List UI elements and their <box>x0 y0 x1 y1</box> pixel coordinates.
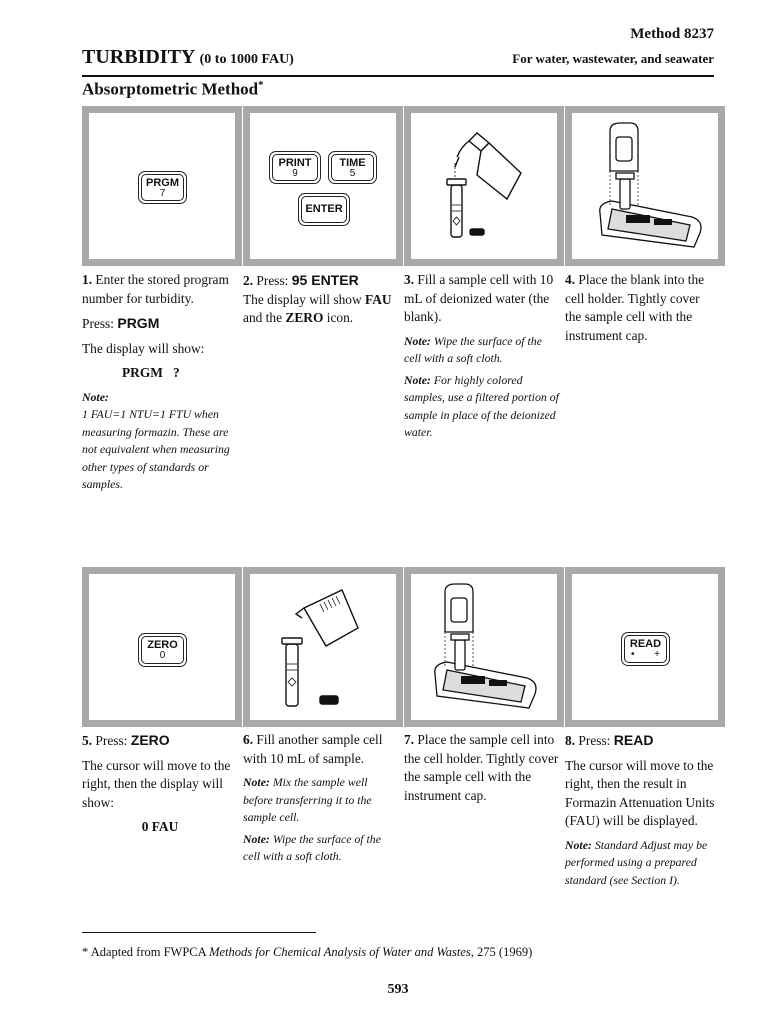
step-2-word-zero: ZERO <box>285 310 324 325</box>
step-7 <box>404 731 560 811</box>
header-rule <box>82 75 714 77</box>
time-key <box>328 151 377 184</box>
step-6-number: 6. <box>243 732 254 747</box>
step-3-note1-label: Note: <box>404 333 431 348</box>
step-8-number: 8. <box>565 733 576 748</box>
step-1-number: 1. <box>82 272 93 287</box>
step-5-number: 5. <box>82 733 93 748</box>
method-name-text: Absorptometric Method <box>82 79 259 99</box>
time-key-label: TIME <box>339 157 366 169</box>
enter-key <box>298 193 350 226</box>
applicability-text: For water, wastewater, and seawater <box>512 51 714 66</box>
step-1-press-key: PRGM <box>117 315 160 331</box>
step-5-press-label: Press: <box>95 733 128 748</box>
wash-bottle-illustration <box>411 113 557 259</box>
figure-step-3 <box>404 106 564 266</box>
step-5-text: The cursor will move to the right, then the display will show: <box>82 757 231 810</box>
step-1-note-label: Note: <box>82 389 109 404</box>
step-2-press-label: Press: <box>256 273 289 288</box>
read-key-sub-left: • <box>631 649 635 660</box>
title-range: (0 to 1000 FAU) <box>199 52 294 67</box>
step-2-text-c: icon. <box>326 310 354 325</box>
method-number: Method 8237 <box>630 26 714 42</box>
figure-step-8 <box>565 567 725 727</box>
step-3-note1-text: Wipe the surface of the cell with a soft cloth. <box>404 333 542 365</box>
step-4-number: 4. <box>565 272 576 287</box>
method-name-mark: * <box>258 79 264 91</box>
prgm-key-label: PRGM <box>146 177 179 189</box>
step-6 <box>243 731 399 866</box>
step-1-display-intro: The display will show: <box>82 340 205 356</box>
step-3-number: 3. <box>404 272 415 287</box>
instrument-illustration-2 <box>411 574 557 720</box>
footnote-title: Methods for Chemical Analysis of Water and Wastes <box>209 945 471 959</box>
step-1-display-value: PRGM ? <box>122 365 180 380</box>
zero-key-sub: 0 <box>159 650 166 661</box>
step-3-note2-label: Note: <box>404 372 431 387</box>
step-6-note1-text: Mix the sample well before transferring it to the sample cell. <box>243 775 372 824</box>
title-text: TURBIDITY <box>82 46 195 68</box>
figure-step-4 <box>565 106 725 266</box>
step-1-note-text: 1 FAU=1 NTU=1 FTU when measuring formazin. These are not equivalent when measuring other types of standards or samples. <box>82 407 230 491</box>
footnote-rule <box>82 932 316 933</box>
instrument-illustration-1 <box>572 113 718 259</box>
read-key <box>621 632 670 666</box>
print-key-label: PRINT <box>278 157 312 169</box>
step-6-note2-text: Wipe the surface of the cell with a soft cloth. <box>243 831 381 863</box>
step-3 <box>404 271 560 442</box>
step-2-press-key: 95 ENTER <box>291 272 359 288</box>
step-8 <box>565 731 717 889</box>
step-4 <box>565 271 717 351</box>
step-1-press-label: Press: <box>82 316 114 331</box>
step-5-display-value: 0 FAU <box>141 819 179 834</box>
step-2 <box>243 271 399 334</box>
step-5 <box>82 731 238 843</box>
step-1-text: Enter the stored program number for turbidity. <box>82 272 229 306</box>
beaker-illustration <box>250 574 396 720</box>
step-8-note-label: Note: <box>565 837 592 852</box>
step-5-press-key: ZERO <box>130 732 170 748</box>
prgm-key-sub: 7 <box>159 188 166 199</box>
step-3-note2-text: For highly colored samples, use a filtered portion of sample in place of the deionized water. <box>404 372 559 439</box>
step-2-number: 2. <box>243 273 254 288</box>
figure-step-1 <box>82 106 242 266</box>
figure-step-7 <box>404 567 564 727</box>
enter-key-label: ENTER <box>305 203 343 215</box>
step-2-word-fau: FAU <box>365 291 392 307</box>
zero-key <box>138 633 187 667</box>
figure-step-5 <box>82 567 242 727</box>
step-8-press-label: Press: <box>578 733 611 748</box>
step-2-text-b: and the <box>243 310 283 325</box>
method-name <box>82 79 264 100</box>
step-4-text: Place the blank into the cell holder. Tightly cover the sample cell with the instrument cap. <box>565 272 705 343</box>
step-6-text: Fill another sample cell with 10 mL of sample. <box>243 732 383 766</box>
step-7-number: 7. <box>404 732 415 747</box>
read-key-label: READ <box>629 638 662 650</box>
step-8-note-text: Standard Adjust may be performed using a prepared standard (see Section I). <box>565 837 708 887</box>
footnote-text-b: , 275 (1969) <box>470 945 533 959</box>
footnote-mark: * <box>82 945 89 959</box>
footnote-text-a: Adapted from FWPCA <box>90 945 206 959</box>
print-key-sub: 9 <box>292 168 298 179</box>
step-6-note1-label: Note: <box>243 775 270 789</box>
prgm-key <box>138 171 187 204</box>
step-7-text: Place the sample cell into the cell holder. Tightly cover the sample cell with the instrument cap. <box>404 732 559 803</box>
step-6-note2-label: Note: <box>243 831 270 846</box>
print-key <box>269 151 321 184</box>
zero-key-label: ZERO <box>147 639 178 651</box>
step-1 <box>82 271 238 494</box>
step-2-text-a: The display will show <box>243 291 362 307</box>
step-3-text: Fill a sample cell with 10 mL of deionized water (the blank). <box>404 272 554 324</box>
figure-step-2 <box>243 106 403 266</box>
step-8-text: The cursor will move to the right, then the result in Formazin Attenuation Units (FAU) will be displayed. <box>565 757 715 828</box>
figure-step-6 <box>243 567 403 727</box>
step-8-press-key: READ <box>613 732 654 748</box>
page-number: 593 <box>387 982 409 997</box>
time-key-sub: 5 <box>349 168 356 179</box>
document-title <box>82 46 294 69</box>
footnote <box>82 945 532 960</box>
read-key-sub-right: + <box>654 649 660 660</box>
